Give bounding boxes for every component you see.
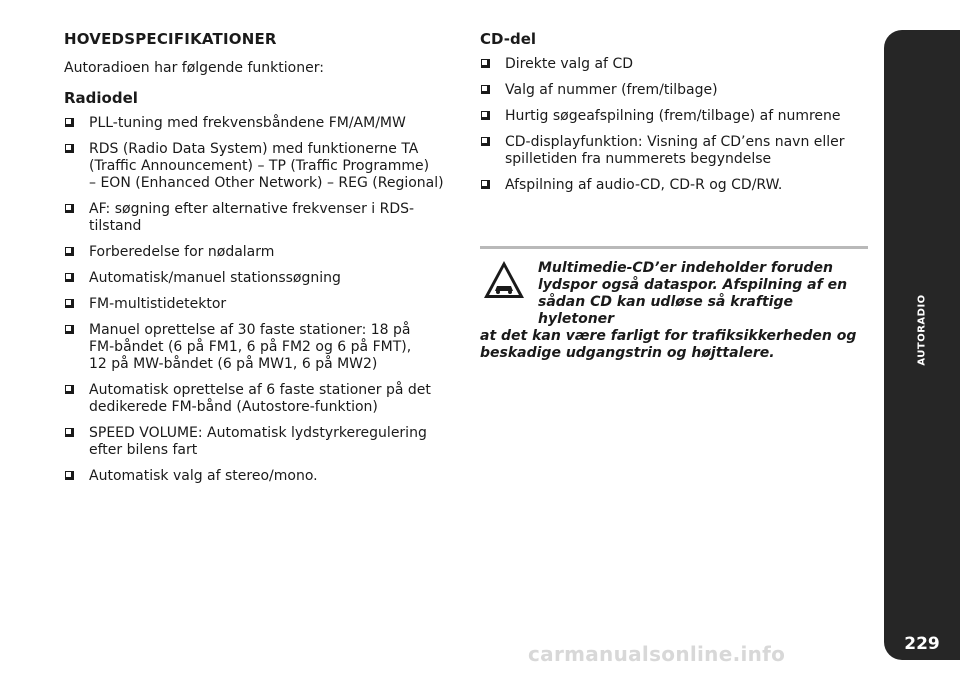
warning-divider	[480, 246, 868, 249]
checkbox-bullet-icon	[481, 180, 490, 189]
list-item: Hurtig søgeafspilning (frem/tilbage) af numrene	[480, 108, 870, 125]
list-item: Automatisk valg af stereo/mono.	[64, 468, 464, 485]
list-item: PLL-tuning med frekvensbåndene FM/AM/MW	[64, 115, 464, 132]
checkbox-bullet-icon	[65, 204, 74, 213]
checkbox-bullet-icon	[65, 325, 74, 334]
checkbox-bullet-icon	[65, 471, 74, 480]
list-item: SPEED VOLUME: Automatisk lydstyrkeregulering efter bilens fart	[64, 425, 464, 459]
list-item: Automatisk/manuel stationssøgning	[64, 270, 464, 287]
list-item: RDS (Radio Data System) med funktionerne TA (Traffic Announcement) – TP (Traffic Programme) – EON (Enhanced Other Network) – REG (Regional)	[64, 141, 464, 192]
list-item: Afspilning af audio-CD, CD-R og CD/RW.	[480, 177, 870, 194]
list-item: Valg af nummer (frem/tilbage)	[480, 82, 870, 99]
checkbox-bullet-icon	[65, 299, 74, 308]
checkbox-bullet-icon	[481, 59, 490, 68]
list-item: CD-displayfunktion: Visning af CD’ens navn eller spilletiden fra nummerets begyndelse	[480, 134, 870, 168]
list-item: FM-multistidetektor	[64, 296, 464, 313]
intro-text: Autoradioen har følgende funktioner:	[64, 60, 324, 76]
checkbox-bullet-icon	[65, 385, 74, 394]
cd-feature-list	[480, 56, 870, 194]
checkbox-bullet-icon	[65, 118, 74, 127]
list-item: Automatisk oprettelse af 6 faste stationer på det dedikerede FM-bånd (Autostore-funktion)	[64, 382, 464, 416]
warning-text: Multimedie-CD’er indeholder foruden lydspor også dataspor. Afspilning af en sådan CD kan udløse så kraftige hyletoner at det kan være farligt for trafiksikkerheden og beskadige udgangstrin og højttalere.	[480, 260, 857, 361]
list-item: Direkte valg af CD	[480, 56, 870, 73]
cd-section-heading: CD-del	[480, 30, 537, 48]
watermark: carmanualsonline.info	[528, 642, 786, 666]
radio-feature-list	[64, 115, 464, 485]
checkbox-bullet-icon	[481, 137, 490, 146]
left-column	[64, 30, 464, 494]
right-column	[480, 30, 870, 203]
page-title: HOVEDSPECIFIKATIONER	[64, 30, 277, 48]
checkbox-bullet-icon	[481, 85, 490, 94]
page-number: 229	[904, 634, 940, 654]
checkbox-bullet-icon	[65, 273, 74, 282]
list-item: Manuel oprettelse af 30 faste stationer: 18 på FM-båndet (6 på FM1, 6 på FM2 og 6 på FMT), 12 på MW-båndet (6 på MW1, 6 på MW2)	[64, 322, 464, 373]
radio-section-heading: Radiodel	[64, 89, 138, 107]
chapter-label: AUTORADIO	[916, 294, 928, 366]
checkbox-bullet-icon	[65, 247, 74, 256]
checkbox-bullet-icon	[65, 144, 74, 153]
checkbox-bullet-icon	[481, 111, 490, 120]
list-item: Forberedelse for nødalarm	[64, 244, 464, 261]
list-item: AF: søgning efter alternative frekvenser i RDS-tilstand	[64, 201, 464, 235]
checkbox-bullet-icon	[65, 428, 74, 437]
